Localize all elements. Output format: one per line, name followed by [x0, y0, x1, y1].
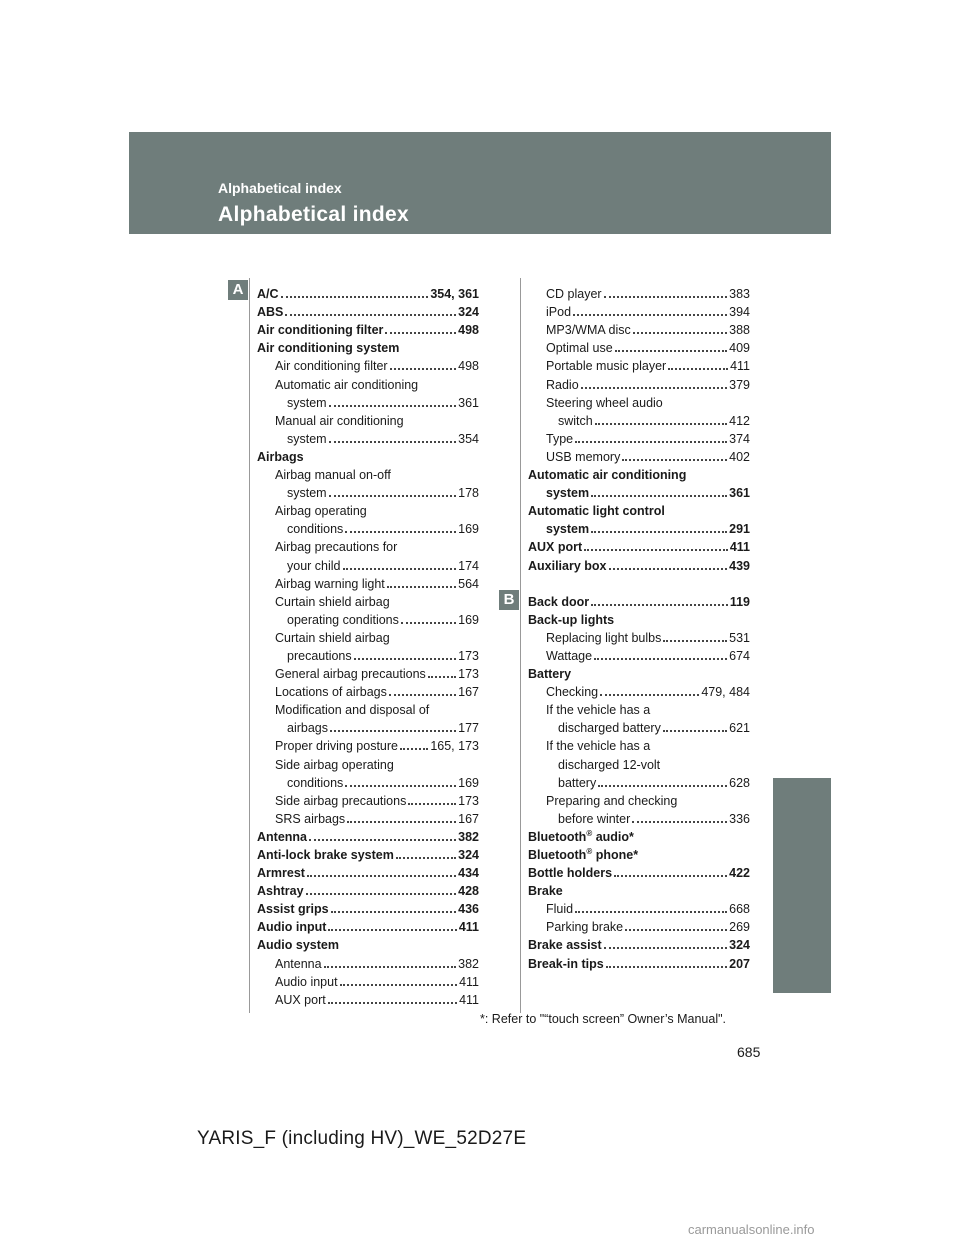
index-entry — [528, 808, 750, 826]
index-term: Audio input — [275, 974, 338, 989]
dot-leader — [396, 857, 456, 859]
dot-leader — [663, 730, 727, 732]
index-term: Airbag warning light — [275, 576, 385, 591]
index-term: Air conditioning filter — [275, 359, 388, 374]
index-page-ref[interactable]: 167 — [458, 811, 479, 826]
side-thumb-tab — [773, 778, 831, 993]
index-term: Ashtray — [257, 884, 304, 899]
index-page-ref[interactable]: 409 — [729, 341, 750, 356]
index-page-ref[interactable]: 668 — [729, 902, 750, 917]
index-term: Battery — [528, 667, 572, 682]
index-entry — [528, 844, 750, 862]
index-page-ref[interactable]: 361 — [729, 486, 750, 501]
dot-leader — [324, 966, 457, 968]
index-entry — [528, 392, 750, 410]
index-term: Manual air conditioning — [275, 413, 404, 428]
index-entry — [257, 482, 479, 500]
index-term: Antenna — [257, 829, 307, 844]
index-entry — [257, 790, 479, 808]
index-term: Side airbag operating — [275, 757, 394, 772]
registered-mark: ® — [586, 828, 593, 838]
index-entry — [528, 482, 750, 500]
index-term: system — [546, 486, 590, 501]
dot-leader — [347, 821, 456, 823]
index-entry — [528, 609, 750, 627]
dot-leader — [614, 875, 727, 877]
index-entry — [257, 645, 479, 663]
dot-leader — [598, 785, 727, 787]
index-term: operating conditions — [287, 612, 399, 627]
index-term: airbags — [287, 721, 328, 736]
index-term: Airbag precautions for — [275, 540, 398, 555]
dot-leader — [615, 350, 727, 352]
index-term: Air conditioning system — [257, 341, 400, 356]
index-entry — [257, 410, 479, 428]
index-column-left — [257, 283, 479, 1007]
index-entry — [257, 609, 479, 627]
index-term: Curtain shield airbag — [275, 594, 390, 609]
index-page-ref[interactable]: 394 — [729, 305, 750, 320]
footnote: *: Refer to "“touch screen” Owner’s Manual". — [480, 1012, 727, 1026]
index-entry — [528, 536, 750, 554]
index-entry — [528, 518, 750, 536]
index-page-ref[interactable]: 411 — [459, 974, 479, 989]
dot-leader — [329, 495, 457, 497]
dot-leader — [591, 604, 728, 606]
index-term: Curtain shield airbag — [275, 630, 390, 645]
index-term: conditions — [287, 775, 344, 790]
index-page-ref[interactable]: 269 — [729, 920, 750, 935]
index-term: Auxiliary box — [528, 558, 607, 573]
index-term: Brake assist — [528, 938, 602, 953]
index-term: iPod — [546, 305, 572, 320]
index-entry — [528, 373, 750, 391]
dot-leader — [575, 911, 727, 913]
index-term: Air conditioning filter — [257, 323, 384, 338]
index-term: your child — [287, 558, 341, 573]
index-term: before winter — [558, 811, 631, 826]
index-entry — [257, 753, 479, 771]
index-page-ref[interactable]: 439 — [729, 558, 750, 573]
index-term: Airbag manual on-off — [275, 468, 391, 483]
index-entry — [257, 319, 479, 337]
index-page-ref[interactable]: 411 — [458, 920, 479, 935]
index-term: USB memory — [546, 449, 621, 464]
index-page-ref[interactable]: 177 — [458, 721, 479, 736]
index-entry — [257, 681, 479, 699]
index-page-ref[interactable]: 165, 173 — [430, 739, 479, 754]
index-term: AUX port — [275, 992, 326, 1007]
index-term: Assist grips — [257, 902, 329, 917]
index-page-ref[interactable]: 479, 484 — [701, 685, 750, 700]
index-entry — [528, 464, 750, 482]
column-divider-left — [249, 278, 250, 1013]
letter-group-spacer — [528, 573, 750, 591]
index-page-ref[interactable]: 207 — [729, 956, 750, 971]
index-entry — [257, 934, 479, 952]
index-page-ref[interactable]: 411 — [459, 992, 479, 1007]
index-term: If the vehicle has a — [546, 703, 651, 718]
index-term: Fluid — [546, 902, 574, 917]
index-page-ref[interactable]: 498 — [458, 359, 479, 374]
registered-mark: ® — [586, 846, 593, 856]
page-title: Alphabetical index — [218, 203, 409, 226]
index-term: Bottle holders — [528, 866, 613, 881]
index-page-ref[interactable]: 354, 361 — [430, 287, 479, 302]
index-page-ref[interactable]: 628 — [729, 775, 750, 790]
dot-leader — [345, 531, 456, 533]
dot-leader — [390, 368, 457, 370]
index-entry — [528, 627, 750, 645]
dot-leader — [604, 947, 727, 949]
index-term: Back-up lights — [528, 612, 615, 627]
index-entry — [257, 844, 479, 862]
index-page-ref[interactable]: 119 — [729, 594, 750, 609]
letter-tab-a: A — [228, 280, 248, 300]
dot-leader — [581, 387, 727, 389]
index-page-ref[interactable]: 374 — [729, 431, 750, 446]
index-term: Break-in tips — [528, 956, 604, 971]
dot-leader — [625, 929, 727, 931]
dot-leader — [633, 332, 727, 334]
index-page-ref[interactable]: 411 — [730, 359, 750, 374]
dot-leader — [387, 586, 456, 588]
index-term: Audio system — [257, 938, 339, 953]
index-term: Radio — [546, 377, 579, 392]
index-entry — [257, 916, 479, 934]
dot-leader — [668, 368, 728, 370]
index-page-ref[interactable]: 324 — [458, 848, 479, 862]
index-term: Bluetooth® audio* — [528, 828, 634, 844]
index-term: Type — [546, 431, 574, 446]
index-entry — [528, 880, 750, 898]
index-page-ref[interactable]: 173 — [458, 793, 479, 808]
index-entry — [257, 880, 479, 898]
dot-leader — [606, 966, 727, 968]
index-entry — [528, 717, 750, 735]
index-entry — [257, 989, 479, 1007]
index-page-ref[interactable]: 379 — [729, 377, 750, 392]
page-number: 685 — [737, 1044, 761, 1060]
index-page-ref[interactable]: 291 — [729, 522, 750, 537]
index-entry — [528, 862, 750, 880]
index-entry — [528, 301, 750, 319]
index-entry — [257, 952, 479, 970]
dot-leader — [307, 875, 456, 877]
index-term: switch — [558, 413, 593, 428]
index-entry — [528, 283, 750, 301]
index-entry — [257, 663, 479, 681]
index-page-ref[interactable]: 354 — [458, 431, 479, 446]
index-page-ref[interactable]: 428 — [458, 884, 479, 899]
index-page-ref[interactable]: 324 — [458, 305, 479, 320]
dot-leader — [328, 1002, 457, 1004]
index-term-suffix: phone* — [592, 848, 639, 862]
index-term: Preparing and checking — [546, 793, 678, 808]
index-entry — [257, 717, 479, 735]
index-page-ref[interactable]: 167 — [458, 685, 479, 700]
index-entry — [257, 862, 479, 880]
index-term: MP3/WMA disc — [546, 323, 631, 338]
index-term: AUX port — [528, 540, 583, 555]
index-entry — [528, 500, 750, 518]
index-term: General airbag precautions — [275, 667, 426, 682]
index-entry — [257, 518, 479, 536]
index-entry — [528, 916, 750, 934]
index-page-ref[interactable]: 531 — [729, 630, 750, 645]
index-term: Airbags — [257, 449, 304, 464]
dot-leader — [329, 441, 457, 443]
dot-leader — [573, 314, 727, 316]
index-term: Audio input — [257, 920, 327, 935]
index-term: discharged 12-volt — [558, 757, 661, 772]
index-entry — [257, 808, 479, 826]
dot-leader — [281, 296, 429, 298]
dot-leader — [584, 549, 728, 551]
dot-leader — [428, 676, 456, 678]
index-page-ref[interactable]: 169 — [458, 775, 479, 790]
index-page-ref[interactable]: 174 — [458, 558, 479, 573]
index-entry — [257, 428, 479, 446]
index-entry — [528, 790, 750, 808]
dot-leader — [600, 694, 699, 696]
index-page-ref[interactable]: 411 — [729, 540, 750, 555]
index-entry — [528, 898, 750, 916]
index-term: Locations of airbags — [275, 685, 387, 700]
dot-leader — [609, 568, 728, 570]
index-term: ABS — [257, 305, 284, 320]
dot-leader — [343, 568, 457, 570]
index-term: Bluetooth® phone* — [528, 846, 639, 862]
dot-leader — [632, 821, 727, 823]
index-term: Back door — [528, 594, 590, 609]
index-term: CD player — [546, 287, 602, 302]
index-term: conditions — [287, 522, 344, 537]
section-title-small: Alphabetical index — [218, 180, 342, 196]
index-entry — [528, 645, 750, 663]
dot-leader — [591, 531, 727, 533]
index-entry — [528, 699, 750, 717]
index-term-suffix: audio* — [592, 829, 634, 844]
index-term: Automatic air conditioning — [275, 377, 419, 392]
index-term: discharged battery — [558, 721, 661, 736]
dot-leader — [329, 405, 457, 407]
index-page-ref[interactable]: 402 — [729, 449, 750, 464]
index-entry — [257, 772, 479, 790]
index-term: Wattage — [546, 648, 593, 663]
dot-leader — [285, 314, 456, 316]
index-entry — [528, 591, 750, 609]
index-term: system — [546, 522, 590, 537]
index-term: Steering wheel audio — [546, 395, 663, 410]
index-term: system — [287, 431, 327, 446]
dot-leader — [306, 893, 457, 895]
index-entry — [528, 826, 750, 844]
index-page-ref[interactable]: 434 — [458, 866, 479, 881]
index-page-ref[interactable]: 178 — [458, 486, 479, 501]
index-entry — [528, 319, 750, 337]
index-column-right — [528, 283, 750, 971]
dot-leader — [309, 839, 456, 841]
index-term: Modification and disposal of — [275, 703, 430, 718]
index-entry — [528, 446, 750, 464]
index-entry — [528, 410, 750, 428]
index-entry — [257, 464, 479, 482]
index-page-ref[interactable]: 388 — [729, 323, 750, 338]
index-term: Replacing light bulbs — [546, 630, 662, 645]
index-entry — [257, 573, 479, 591]
index-term: Armrest — [257, 866, 305, 881]
dot-leader — [604, 296, 728, 298]
dot-leader — [575, 441, 727, 443]
index-entry — [257, 699, 479, 717]
dot-leader — [400, 748, 428, 750]
dot-leader — [340, 984, 458, 986]
index-entry — [528, 772, 750, 790]
index-term: system — [287, 486, 327, 501]
index-term: battery — [558, 775, 597, 790]
index-term: Parking brake — [546, 920, 624, 935]
index-entry — [257, 446, 479, 464]
index-entry — [257, 392, 479, 410]
index-page-ref[interactable]: 336 — [729, 811, 750, 826]
index-page-ref[interactable]: 169 — [458, 612, 479, 627]
index-entry — [528, 753, 750, 771]
index-page-ref[interactable]: 382 — [458, 956, 479, 971]
index-page-ref[interactable]: 412 — [729, 413, 750, 428]
dot-leader — [385, 332, 456, 334]
index-term: Proper driving posture — [275, 739, 398, 754]
index-page-ref[interactable]: 382 — [458, 829, 479, 844]
dot-leader — [595, 423, 727, 425]
index-entry — [528, 934, 750, 952]
dot-leader — [591, 495, 727, 497]
index-term: Airbag operating — [275, 504, 367, 519]
index-entry — [528, 663, 750, 681]
column-divider-middle — [520, 278, 521, 1013]
index-term: Anti-lock brake system — [257, 848, 394, 862]
index-entry — [257, 898, 479, 916]
index-term: system — [287, 395, 327, 410]
dot-leader — [345, 785, 456, 787]
index-entry — [257, 301, 479, 319]
index-entry — [528, 428, 750, 446]
index-term: precautions — [287, 648, 352, 663]
index-entry — [257, 536, 479, 554]
index-term: A/C — [257, 287, 279, 302]
index-entry — [257, 373, 479, 391]
index-page-ref[interactable]: 621 — [729, 721, 750, 736]
index-term: Portable music player — [546, 359, 667, 374]
dot-leader — [408, 803, 456, 805]
dot-leader — [331, 911, 457, 913]
dot-leader — [594, 658, 727, 660]
index-entry — [528, 681, 750, 699]
index-entry — [528, 952, 750, 970]
dot-leader — [328, 929, 456, 931]
index-page-ref[interactable]: 422 — [729, 866, 750, 881]
index-entry — [528, 355, 750, 373]
index-page-ref[interactable]: 173 — [458, 648, 479, 663]
index-entry — [257, 355, 479, 373]
dot-leader — [622, 459, 727, 461]
dot-leader — [663, 640, 727, 642]
index-entry — [257, 591, 479, 609]
index-entry — [257, 826, 479, 844]
index-term: Brake — [528, 884, 563, 899]
index-term: Automatic light control — [528, 504, 665, 519]
index-entry — [257, 735, 479, 753]
index-term: Optimal use — [546, 341, 613, 356]
watermark: carmanualsonline.info — [688, 1222, 815, 1237]
index-entry — [528, 337, 750, 355]
index-term: Antenna — [275, 956, 322, 971]
index-entry — [257, 971, 479, 989]
index-term: If the vehicle has a — [546, 739, 651, 754]
dot-leader — [389, 694, 456, 696]
index-page-ref[interactable]: 383 — [729, 287, 750, 302]
index-term: SRS airbags — [275, 811, 346, 826]
index-page-ref[interactable]: 169 — [458, 522, 479, 537]
index-page-ref[interactable]: 324 — [729, 938, 750, 953]
index-entry — [257, 500, 479, 518]
index-entry — [257, 627, 479, 645]
index-page-ref[interactable]: 436 — [458, 902, 479, 917]
index-page-ref[interactable]: 498 — [458, 323, 479, 338]
dot-leader — [401, 622, 456, 624]
index-term: Side airbag precautions — [275, 793, 407, 808]
index-entry — [257, 283, 479, 301]
index-entry — [528, 735, 750, 753]
index-page-ref[interactable]: 173 — [458, 667, 479, 682]
document-id: YARIS_F (including HV)_WE_52D27E — [197, 1128, 527, 1149]
index-page-ref[interactable]: 361 — [458, 395, 479, 410]
index-page-ref[interactable]: 564 — [458, 576, 479, 591]
letter-tab-b: B — [499, 590, 519, 610]
dot-leader — [354, 658, 457, 660]
index-term: Automatic air conditioning — [528, 468, 687, 483]
index-page-ref[interactable]: 674 — [729, 648, 750, 663]
index-entry — [257, 554, 479, 572]
dot-leader — [330, 730, 456, 732]
index-entry — [528, 554, 750, 572]
index-entry — [257, 337, 479, 355]
index-term: Checking — [546, 685, 599, 700]
